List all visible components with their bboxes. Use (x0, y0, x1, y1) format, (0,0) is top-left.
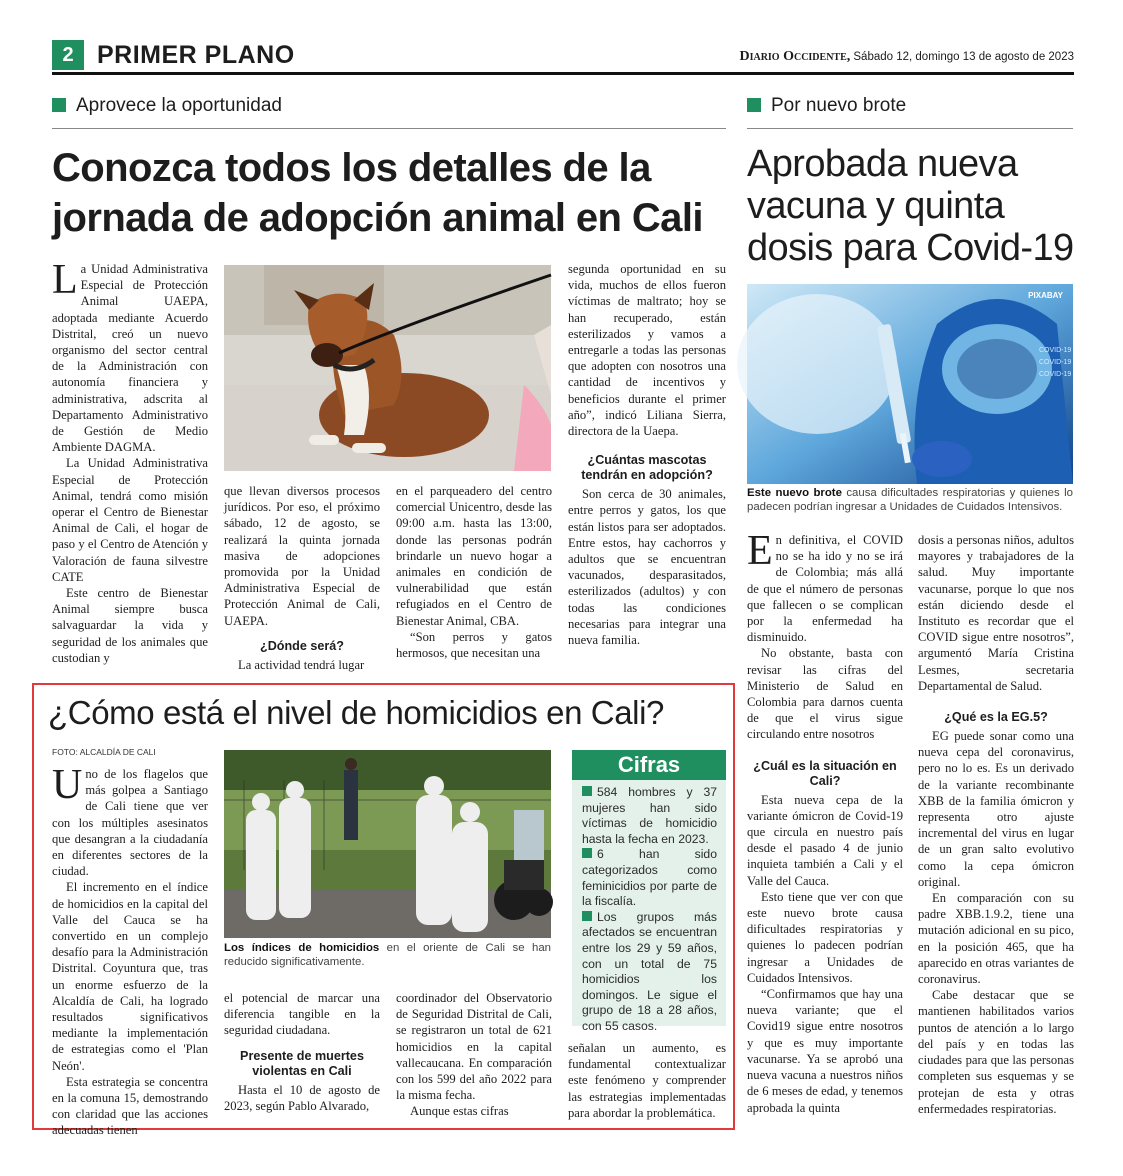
story3-subhead-muertes: Presente de muertes violentas en Cali (240, 1048, 364, 1078)
cifras-item: Los grupos más afectados se encuentran entre los 29 y 59 años, con un total de 75 homicidios los domingos. Le sigue el grupo de 18 a 28 años, con 55 casos. (582, 909, 717, 1033)
photo-tag: COVID-19 (1039, 359, 1072, 366)
story1-col2: que llevan diversos procesos jurídicos. Por eso, el próximo sábado, 12 de agosto, se realizará la quinta jornada masiva de adopciones promovida por la Unidad Administrativa Especial de Protección Animal de Cali, UAEPA. ¿Dónde será? La actividad tendrá lugar (224, 484, 380, 672)
story1-col4: segunda oportunidad en su vida, muchos de ellos fueron víctimas de maltrato; hoy se han recuperado, están esterilizados y vamos a entregarle a todas las personas que adopten con nosotros una cantidad de incentivos y beneficios durante el primer año”, indicó Liliana Sierra, directora de la Uaepa. ¿Cuántas mascotas tendrán en adopción? Son cerca de 30 animales, entre perros y gatos, los que están listos para ser adoptados. Entre estos, hay cachorros y adultos que se encuentran vacunados, desparasitados, esterilizados (adultos) y con todas las condiciones necesarias para integrar una nueva familia. (568, 262, 726, 648)
story3-photo-credit: FOTO: ALCALDÍA DE CALI (52, 747, 156, 757)
story1-subhead-mascotas: ¿Cuántas mascotas tendrán en adopción? (581, 453, 713, 483)
story2-col2: dosis a personas niños, adultos mayores y trabajadores de la salud. Muy importante vacunarse, porque lo que nos están diciendo desde el Instituto es recordar que el COVID sigue entre nosotros”, argumentó María Cristina Lesmes, secretaria Departamental de Salud. ¿Qué es la EG.5? EG puede sonar como una nueva cepa del coronavirus, pero no lo es. Es un derivado de la variante recombinante XBB de la familia ómicron y representa otro ajuste incremental del virus en lugar de un gran salto evolutivo como la cepa ómicron original. En comparación con su padre XBB.1.9.2, tiene una mutación adicional en su pico, en la posición 465, que ha aparecido en otras variantes de coronavirus. Cabe destacar que se mantienen habilitados varios puntos de atención a lo largo del país y en todas las ciudades para que las personas completen sus esquemas y se protejan de esta y otras enfermedades respiratorias. (918, 533, 1074, 1116)
dropcap: E (747, 528, 773, 574)
photo-tag: COVID-19 (1039, 347, 1072, 354)
page-number-box (52, 40, 84, 70)
story2-kicker: Por nuevo brote (747, 95, 1073, 129)
cifras-box (572, 750, 726, 1033)
kicker-square-icon (52, 98, 66, 112)
story3-headline: ¿Cómo está el nivel de homicidios en Cali? (48, 694, 665, 731)
dog-photo (224, 265, 551, 471)
bullet-square-icon (582, 848, 592, 858)
bullet-square-icon (582, 786, 592, 796)
story2-col1: En definitiva, el COVID no se ha ido y no se irá de Colombia; más allá de que el número de personas que fallecen o se complican por la enfermedad ha disminuido. No obstante, basta con revisar las cifras del Ministerio de Salud en Colombia para darnos cuenta de que el virus sigue circulando entre nosotros ¿Cuál es la situación en Cali? Esta nueva cepa de la variante ómicron de Covid-19 que circula en nuestro país desde el pasado 4 de junio inquieta también a Cali y el Valle del Cauca. Esto tiene que ver con que este nuevo brote causa dificultades respiratorias y quienes lo padecen podrían ingresar a Unidades de Cuidados Intensivos. “Confirmamos que hay una nueva variante; que el Covid19 sigue entre nosotros y que es muy importante vacunarse. Ya se aprobó una nueva vacuna a nuestros niños de 6 meses de edad, y tenemos aprobada la quinta (747, 528, 903, 1115)
cifras-item: 584 hombres y 37 mujeres han sido víctimas de homicidio hasta la fecha en 2023. (582, 785, 717, 846)
cifras-title: Cifras (572, 750, 726, 780)
story1-headline: Conozca todos los detalles de la jornada de adopción animal en Cali (52, 146, 703, 240)
story1-col3: en el parqueadero del centro comercial Unicentro, desde las 09:00 a.m. hasta las 13:00, donde las personas podrán brindarle un nuevo hogar a animales en condición de vulnerabilidad que están refugiados en el Centro de Bienestar Animal, CBA. “Son perros y gatos hermosos, que necesitan una (396, 484, 552, 661)
story1-kicker: Aprovece la oportunidad (52, 95, 726, 129)
story1-subhead-donde: ¿Dónde será? (260, 638, 344, 653)
covid-caption: Este nuevo brote causa dificultades respiratorias y quienes lo padecen podrían ingresar a Unidades de Cuidados Intensivos. (747, 487, 1073, 513)
newspaper-name: Diario Occidente, (739, 49, 851, 64)
homicides-caption: Los índices de homicidios en el oriente de Cali se han reducido significativamente. (224, 942, 551, 968)
masthead-date (720, 49, 1074, 65)
section-title: PRIMER PLANO (97, 41, 295, 69)
cifras-item: 6 han sido categorizados como feminicidios por parte de la fiscalía. (582, 847, 717, 909)
story3-col2: el potencial de marcar una diferencia tangible en la seguridad ciudadana. Presente de muertes violentas en Cali Hasta el 10 de agosto de 2023, según Pablo Alvarado, (224, 991, 380, 1113)
story3-col4: señalan un aumento, es fundamental contextualizar este fenómeno y comprender las estrategias implementadas para abordar la problemática. (568, 1041, 726, 1120)
story2-subhead-eg5: ¿Qué es la EG.5? (944, 710, 1048, 725)
dropcap: U (52, 762, 83, 808)
kicker-square-icon (747, 98, 761, 112)
story2-headline: Aprobada nueva vacuna y quinta dosis para Covid-19 (747, 143, 1074, 269)
story2-subhead-cali: ¿Cuál es la situación en Cali? (753, 758, 897, 788)
story3-col1: Uno de los flagelos que más golpea a Santiago de Cali tiene que ver con los múltiples asesinatos que desangran a la ciudadanía en diferentes sectores de la ciudad. El incremento en el índice de homicidios en la capital del Valle del Cauca se ha convertido en un complejo desafío para la Administración Distrital. Coyuntura que, tras un enorme esfuerzo de la Alcaldía de Cali, ha logrado resultados significativos mediante la implementación de estrategias como el 'Plan Neón'. Esta estrategia se concentra en la comuna 15, demostrando con claridad que las acciones adecuadas tienen (52, 762, 208, 1138)
cifras-list (572, 780, 726, 1035)
homicides-photo (224, 750, 551, 938)
header-rule (52, 72, 1074, 75)
issue-date: Sábado 12, domingo 13 de agosto de 2023 (853, 51, 1074, 63)
dropcap: L (52, 257, 78, 303)
bullet-square-icon (582, 911, 592, 921)
page-number: 2 (62, 44, 74, 66)
story3-col3: coordinador del Observatorio de Seguridad Distrital de Cali, se registraron un total de 621 homicidios en la capital vallecaucana. En comparación con los 599 del año 2022 para la misma fecha. Aunque estas cifras (396, 991, 552, 1119)
covid-photo (747, 284, 1073, 484)
story1-col1: La Unidad Administrativa Especial de Protección Animal UAEPA, adoptada mediante Acuerdo Distrital, creó un nuevo organismo del sector central de la Administración con autonomía financiera y administrativa, adscrita al Departamento Administrativo de Gestión de Medio Ambiente DAGMA. La Unidad Administrativa Especial de Protección Animal, tendrá como misión operar el Centro de Bienestar Animal de Cali, el hogar de paso y el Centro de Atención y Valoración de fauna silvestre CATE Este centro de Bienestar Animal siempre busca salvaguardar la vida y seguridad de los animales que custodian y (52, 257, 208, 665)
photo-credit: PIXABAY (1028, 291, 1063, 300)
photo-tag: COVID-19 (1039, 371, 1072, 378)
